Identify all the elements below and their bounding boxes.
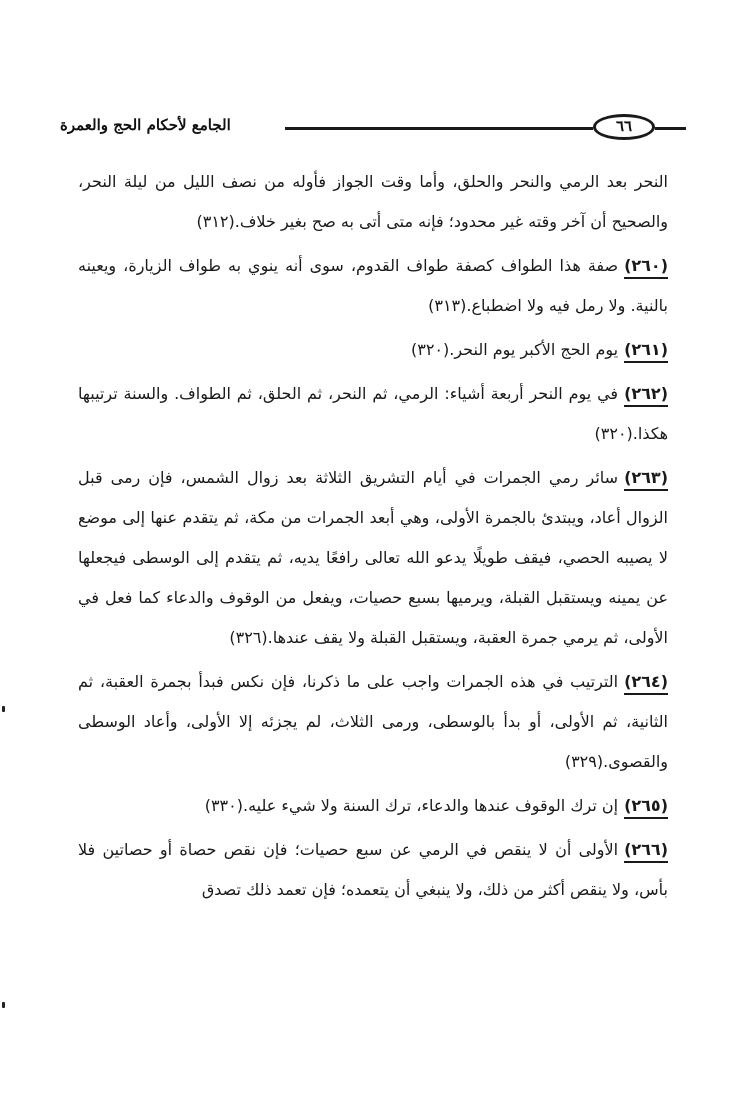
scan-margin-mark [2, 1002, 5, 1008]
citation: (٣٣٠) [204, 796, 243, 815]
citation: (٣١٣) [428, 296, 467, 315]
paragraph-text: يوم الحج الأكبر يوم النحر. [449, 340, 619, 359]
paragraph-text: إن ترك الوقوف عندها والدعاء، ترك السنة ولا شيء عليه. [242, 796, 619, 815]
numbered-paragraph [78, 458, 668, 658]
running-header [60, 110, 686, 146]
paragraph-text: صفة هذا الطواف كصفة طواف القدوم، سوى أنه ينوي به طواف الزيارة، ويعينه بالنية. ولا رمل فيه ولا اضطباع. [78, 256, 668, 315]
paragraph-text: سائر رمي الجمرات في أيام التشريق الثلاثة بعد زوال الشمس، فإن رمى قبل الزوال أعاد، ويبتدئ بالجمرة الأولى، وهي أبعد الجمرات من مكة، ثم يتقدم عنها إلى موضع لا يصيبه الحصي، فيقف طويلًا يدعو الله تعالى رافعًا يديه، ثم يتقدم إلى الوسطى فيجعلها عن يمينه ويستقبل القبلة، ويرميها بسبع حصيات، ويفعل من الوقوف والدعاء كما فعل في الأولى، ثم يرمي جمرة العقبة، ويستقبل القبلة ولا يقف عندها. [78, 468, 668, 647]
header-rule-left [285, 127, 593, 130]
scan-margin-mark [2, 706, 5, 712]
paragraph-number: (٢٦٥) [624, 795, 668, 819]
numbered-paragraph [78, 374, 668, 454]
numbered-paragraph [78, 330, 668, 370]
paragraph-continuation [78, 162, 668, 242]
body-text [78, 162, 668, 910]
numbered-paragraph [78, 786, 668, 826]
paragraph-text: الترتيب في هذه الجمرات واجب على ما ذكرنا، فإن نكس فبدأ بجمرة العقبة، ثم الثانية، ثم الأولى، أو بدأ بالوسطى، ورمى الثلاث، لم يجزئه إلا الأولى، وأعاد الوسطى والقصوى. [78, 672, 668, 771]
paragraph-number: (٢٦٠) [624, 255, 668, 279]
numbered-paragraph [78, 830, 668, 910]
citation: (٣٢٠) [594, 424, 633, 443]
header-rule-right [655, 127, 686, 130]
citation: (٣٢٠) [410, 340, 450, 359]
citation: (٣٢٩) [564, 752, 604, 771]
paragraph-number: (٢٦١) [624, 339, 668, 363]
page-number: ٦٦ [593, 114, 655, 140]
citation: (٣١٢) [196, 212, 235, 231]
paragraph-text: في يوم النحر أربعة أشياء: الرمي، ثم النحر، ثم الحلق، ثم الطواف. والسنة ترتيبها هكذا. [78, 384, 668, 443]
citation: (٣٢٦) [229, 628, 268, 647]
numbered-paragraph [78, 662, 668, 782]
paragraph-number: (٢٦٣) [624, 467, 668, 491]
numbered-paragraph [78, 246, 668, 326]
book-title: الجامع لأحكام الحج والعمرة [60, 116, 231, 134]
paragraph-text: الأولى أن لا ينقص في الرمي عن سبع حصيات؛ فإن نقص حصاة أو حصاتين فلا بأس، ولا ينقص أكثر من ذلك، ولا ينبغي أن يتعمده؛ فإن تعمد ذلك تصدق [78, 840, 668, 899]
paragraph-text: النحر بعد الرمي والنحر والحلق، وأما وقت الجواز فأوله من نصف الليل من ليلة النحر، والصحيح أن آخر وقته غير محدود؛ فإنه متى أتى به صح بغير خلاف. [78, 172, 668, 231]
paragraph-number: (٢٦٢) [624, 383, 668, 407]
paragraph-number: (٢٦٦) [624, 839, 668, 863]
paragraph-number: (٢٦٤) [624, 671, 668, 695]
